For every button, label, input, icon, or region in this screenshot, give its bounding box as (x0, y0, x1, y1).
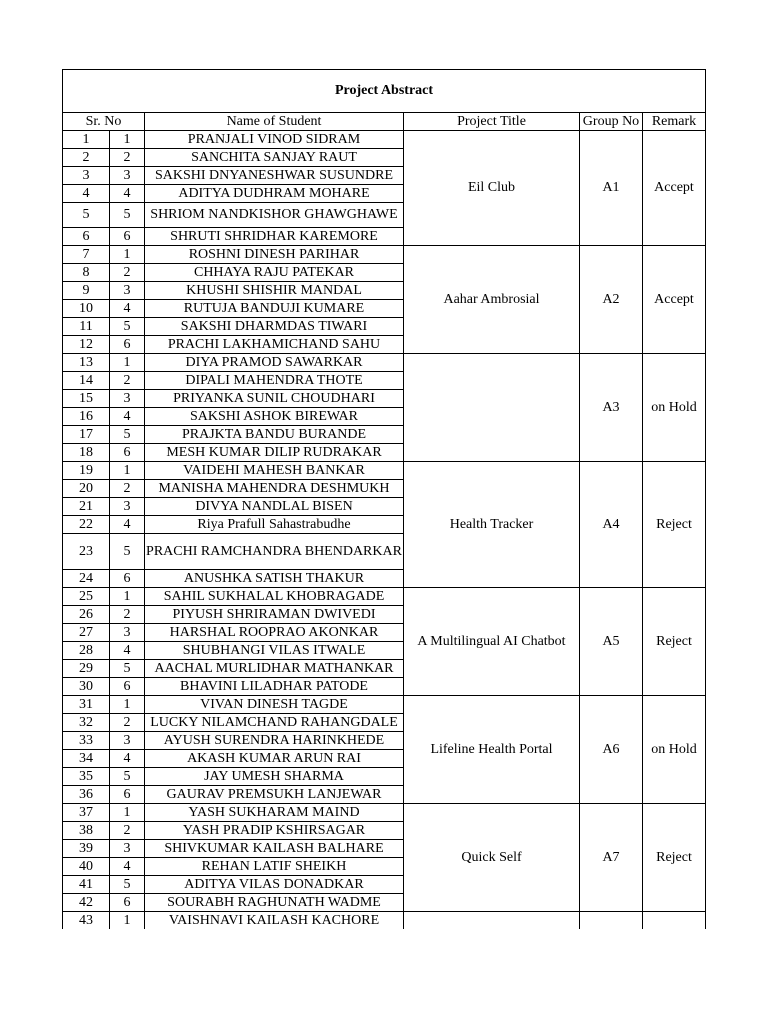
serial-number: 11 (63, 318, 110, 336)
group-member-number: 4 (110, 858, 145, 876)
group-member-number: 2 (110, 264, 145, 282)
serial-number: 5 (63, 203, 110, 228)
group-member-number: 2 (110, 606, 145, 624)
group-number-cell: A4 (580, 462, 643, 588)
group-member-number: 6 (110, 336, 145, 354)
group-member-number: 3 (110, 282, 145, 300)
serial-number: 34 (63, 750, 110, 768)
student-name: HARSHAL ROOPRAO AKONKAR (145, 624, 404, 642)
group-member-number: 3 (110, 390, 145, 408)
serial-number: 43 (63, 912, 110, 930)
student-name: VAISHNAVI KAILASH KACHORE (145, 912, 404, 930)
group-member-number: 4 (110, 750, 145, 768)
project-abstract-sheet (62, 69, 705, 929)
group-member-number: 6 (110, 570, 145, 588)
serial-number: 37 (63, 804, 110, 822)
serial-number: 24 (63, 570, 110, 588)
group-member-number: 6 (110, 444, 145, 462)
table-row (63, 696, 706, 714)
serial-number: 40 (63, 858, 110, 876)
serial-number: 29 (63, 660, 110, 678)
serial-number: 28 (63, 642, 110, 660)
remark-cell: Reject (643, 462, 706, 588)
student-name: SOURABH RAGHUNATH WADME (145, 894, 404, 912)
serial-number: 7 (63, 246, 110, 264)
serial-number: 35 (63, 768, 110, 786)
student-name: SAKSHI ASHOK BIREWAR (145, 408, 404, 426)
student-name: AKASH KUMAR ARUN RAI (145, 750, 404, 768)
header-sr-no: Sr. No (63, 113, 145, 131)
group-member-number: 1 (110, 912, 145, 930)
group-member-number: 4 (110, 408, 145, 426)
student-name: PRACHI RAMCHANDRA BHENDARKAR (145, 534, 404, 570)
serial-number: 2 (63, 149, 110, 167)
group-member-number: 3 (110, 167, 145, 185)
student-name: PIYUSH SHRIRAMAN DWIVEDI (145, 606, 404, 624)
serial-number: 12 (63, 336, 110, 354)
remark-cell: on Hold (643, 354, 706, 462)
group-member-number: 5 (110, 768, 145, 786)
student-name: REHAN LATIF SHEIKH (145, 858, 404, 876)
group-member-number: 1 (110, 588, 145, 606)
student-name: SHUBHANGI VILAS ITWALE (145, 642, 404, 660)
student-name: LUCKY NILAMCHAND RAHANGDALE (145, 714, 404, 732)
serial-number: 9 (63, 282, 110, 300)
group-member-number: 5 (110, 203, 145, 228)
table-row (63, 912, 706, 930)
group-member-number: 5 (110, 426, 145, 444)
remark-cell (643, 912, 706, 930)
remark-cell: Reject (643, 804, 706, 912)
group-member-number: 1 (110, 354, 145, 372)
remark-cell: Reject (643, 588, 706, 696)
student-name: DIYA PRAMOD SAWARKAR (145, 354, 404, 372)
student-name: SANCHITA SANJAY RAUT (145, 149, 404, 167)
student-name: PRIYANKA SUNIL CHOUDHARI (145, 390, 404, 408)
student-name: SHRIOM NANDKISHOR GHAWGHAWE (145, 203, 404, 228)
group-member-number: 5 (110, 534, 145, 570)
student-name: RUTUJA BANDUJI KUMARE (145, 300, 404, 318)
remark-cell: Accept (643, 246, 706, 354)
serial-number: 18 (63, 444, 110, 462)
student-name: DIPALI MAHENDRA THOTE (145, 372, 404, 390)
serial-number: 17 (63, 426, 110, 444)
student-name: YASH PRADIP KSHIRSAGAR (145, 822, 404, 840)
serial-number: 23 (63, 534, 110, 570)
serial-number: 31 (63, 696, 110, 714)
student-name: SAHIL SUKHALAL KHOBRAGADE (145, 588, 404, 606)
group-member-number: 2 (110, 822, 145, 840)
group-member-number: 6 (110, 786, 145, 804)
student-name: SAKSHI DHARMDAS TIWARI (145, 318, 404, 336)
serial-number: 26 (63, 606, 110, 624)
student-name: GAURAV PREMSUKH LANJEWAR (145, 786, 404, 804)
group-member-number: 4 (110, 516, 145, 534)
group-number-cell: A6 (580, 696, 643, 804)
group-member-number: 6 (110, 678, 145, 696)
serial-number: 15 (63, 390, 110, 408)
student-name: CHHAYA RAJU PATEKAR (145, 264, 404, 282)
project-title-cell: Health Tracker (404, 462, 580, 588)
group-member-number: 3 (110, 840, 145, 858)
table-row (63, 588, 706, 606)
project-abstract-table (62, 69, 706, 929)
serial-number: 30 (63, 678, 110, 696)
student-name: BHAVINI LILADHAR PATODE (145, 678, 404, 696)
project-title-cell (404, 354, 580, 462)
group-number-cell: A3 (580, 354, 643, 462)
group-member-number: 4 (110, 185, 145, 203)
serial-number: 39 (63, 840, 110, 858)
student-name: KHUSHI SHISHIR MANDAL (145, 282, 404, 300)
serial-number: 22 (63, 516, 110, 534)
table-row (63, 131, 706, 149)
student-name: SHRUTI SHRIDHAR KAREMORE (145, 228, 404, 246)
student-name: Riya Prafull Sahastrabudhe (145, 516, 404, 534)
serial-number: 1 (63, 131, 110, 149)
group-member-number: 1 (110, 246, 145, 264)
group-member-number: 2 (110, 714, 145, 732)
group-number-cell: A2 (580, 246, 643, 354)
serial-number: 42 (63, 894, 110, 912)
table-row (63, 354, 706, 372)
student-name: SHIVKUMAR KAILASH BALHARE (145, 840, 404, 858)
table-row (63, 804, 706, 822)
group-member-number: 1 (110, 696, 145, 714)
project-title-cell: Aahar Ambrosial (404, 246, 580, 354)
serial-number: 19 (63, 462, 110, 480)
serial-number: 25 (63, 588, 110, 606)
group-number-cell: A5 (580, 588, 643, 696)
project-title-cell: Quick Self (404, 804, 580, 912)
serial-number: 13 (63, 354, 110, 372)
student-name: PRAJKTA BANDU BURANDE (145, 426, 404, 444)
serial-number: 41 (63, 876, 110, 894)
serial-number: 33 (63, 732, 110, 750)
student-name: MANISHA MAHENDRA DESHMUKH (145, 480, 404, 498)
serial-number: 36 (63, 786, 110, 804)
student-name: JAY UMESH SHARMA (145, 768, 404, 786)
project-title-cell: Eil Club (404, 131, 580, 246)
header-group-no: Group No (580, 113, 643, 131)
group-member-number: 4 (110, 642, 145, 660)
group-number-cell: A1 (580, 131, 643, 246)
project-title-cell: Lifeline Health Portal (404, 696, 580, 804)
table-body (63, 131, 706, 930)
student-name: SAKSHI DNYANESHWAR SUSUNDRE (145, 167, 404, 185)
group-member-number: 4 (110, 300, 145, 318)
student-name: VIVAN DINESH TAGDE (145, 696, 404, 714)
table-row (63, 246, 706, 264)
group-member-number: 3 (110, 498, 145, 516)
student-name: PRACHI LAKHAMICHAND SAHU (145, 336, 404, 354)
serial-number: 3 (63, 167, 110, 185)
group-member-number: 1 (110, 131, 145, 149)
serial-number: 16 (63, 408, 110, 426)
header-project-title: Project Title (404, 113, 580, 131)
serial-number: 14 (63, 372, 110, 390)
group-member-number: 5 (110, 318, 145, 336)
student-name: AYUSH SURENDRA HARINKHEDE (145, 732, 404, 750)
group-number-cell: A7 (580, 804, 643, 912)
project-title-cell (404, 912, 580, 930)
serial-number: 20 (63, 480, 110, 498)
serial-number: 27 (63, 624, 110, 642)
group-member-number: 6 (110, 228, 145, 246)
group-member-number: 1 (110, 804, 145, 822)
group-member-number: 5 (110, 660, 145, 678)
serial-number: 6 (63, 228, 110, 246)
student-name: VAIDEHI MAHESH BANKAR (145, 462, 404, 480)
header-name: Name of Student (145, 113, 404, 131)
student-name: ROSHNI DINESH PARIHAR (145, 246, 404, 264)
group-member-number: 3 (110, 624, 145, 642)
group-member-number: 1 (110, 462, 145, 480)
group-member-number: 6 (110, 894, 145, 912)
serial-number: 38 (63, 822, 110, 840)
student-name: ADITYA DUDHRAM MOHARE (145, 185, 404, 203)
remark-cell: on Hold (643, 696, 706, 804)
student-name: ANUSHKA SATISH THAKUR (145, 570, 404, 588)
project-title-cell: A Multilingual AI Chatbot (404, 588, 580, 696)
student-name: YASH SUKHARAM MAIND (145, 804, 404, 822)
group-number-cell (580, 912, 643, 930)
serial-number: 21 (63, 498, 110, 516)
group-member-number: 2 (110, 372, 145, 390)
student-name: AACHAL MURLIDHAR MATHANKAR (145, 660, 404, 678)
serial-number: 32 (63, 714, 110, 732)
student-name: PRANJALI VINOD SIDRAM (145, 131, 404, 149)
group-member-number: 2 (110, 480, 145, 498)
remark-cell: Accept (643, 131, 706, 246)
header-remark: Remark (643, 113, 706, 131)
table-title: Project Abstract (63, 70, 706, 113)
group-member-number: 2 (110, 149, 145, 167)
serial-number: 10 (63, 300, 110, 318)
serial-number: 4 (63, 185, 110, 203)
group-member-number: 3 (110, 732, 145, 750)
table-row (63, 462, 706, 480)
serial-number: 8 (63, 264, 110, 282)
student-name: DIVYA NANDLAL BISEN (145, 498, 404, 516)
header-row (63, 113, 706, 131)
student-name: MESH KUMAR DILIP RUDRAKAR (145, 444, 404, 462)
student-name: ADITYA VILAS DONADKAR (145, 876, 404, 894)
group-member-number: 5 (110, 876, 145, 894)
